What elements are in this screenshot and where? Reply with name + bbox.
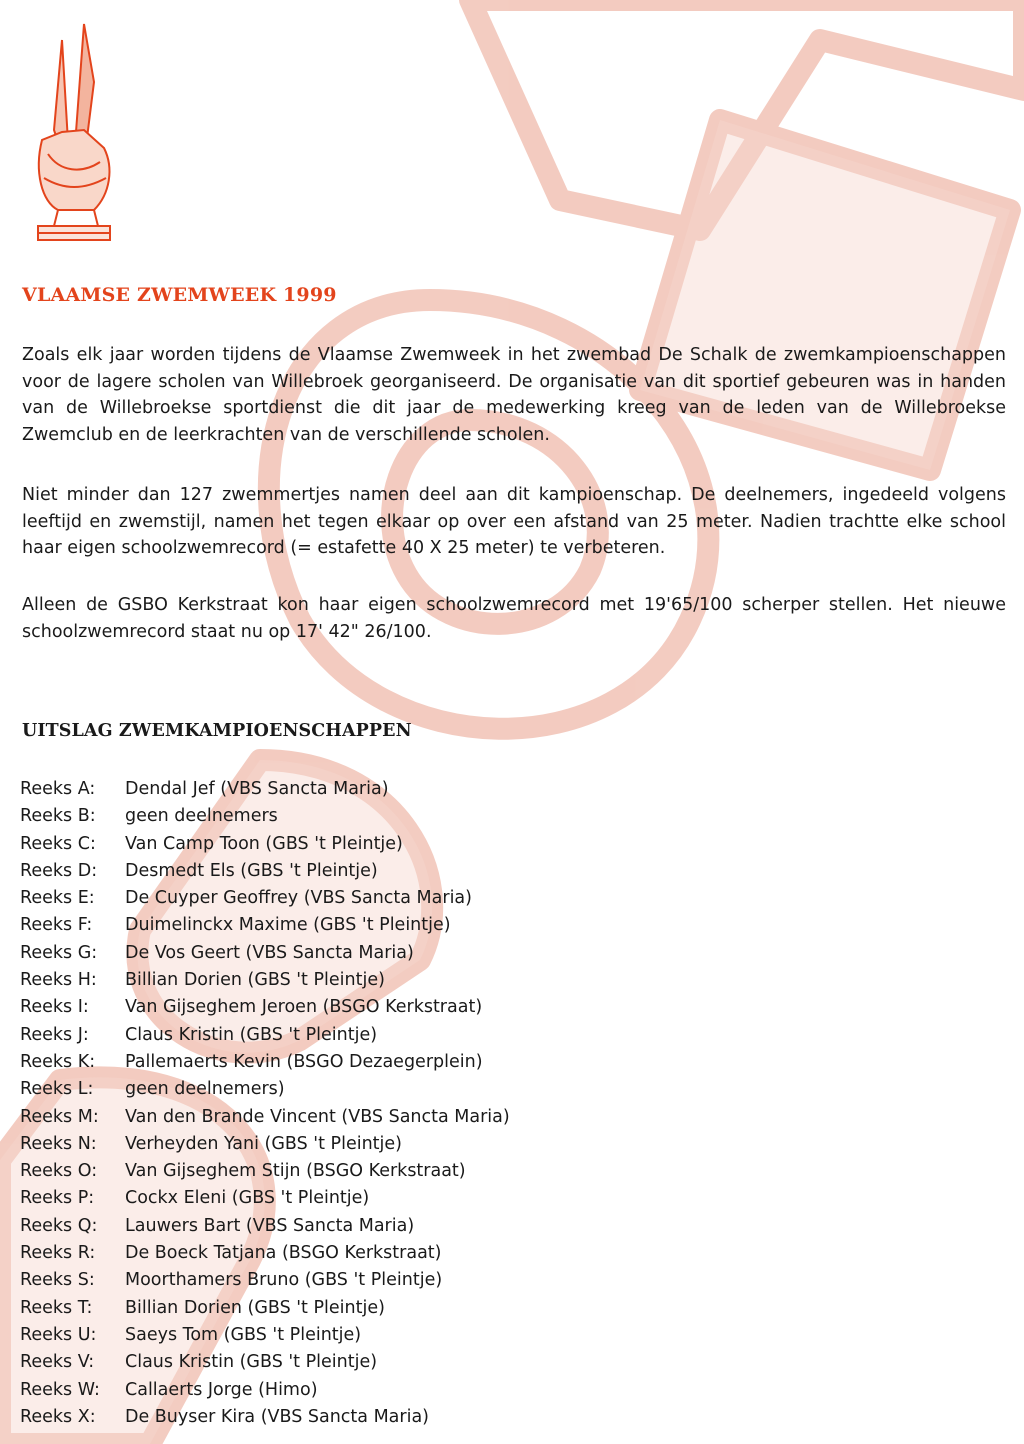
winner-name: Pallemaerts Kevin (BSGO Dezaegerplein) [125, 1051, 483, 1072]
winner-name: Lauwers Bart (VBS Sancta Maria) [125, 1215, 415, 1236]
reeks-label: Reeks S: [20, 1270, 95, 1291]
winner-name: De Boeck Tatjana (BSGO Kerkstraat) [125, 1243, 442, 1264]
reeks-label: Reeks C: [20, 833, 96, 854]
list-item [20, 831, 510, 858]
winner-name: Saeys Tom (GBS 't Pleintje) [125, 1324, 362, 1345]
winner-name: Billian Dorien (GBS 't Pleintje) [125, 1297, 385, 1318]
list-item [20, 1022, 510, 1049]
list-item [20, 858, 510, 885]
winner-name: Duimelinckx Maxime (GBS 't Pleintje) [125, 915, 451, 936]
winner-name: Claus Kristin (GBS 't Pleintje) [125, 1024, 378, 1045]
record-paragraph: Alleen de GSBO Kerkstraat kon haar eigen schoolzwemrecord met 19'65/100 scherper stellen. Het nieuwe schoolzwemrecord staat nu op 17' 42" 26/100. [22, 595, 1006, 642]
reeks-label: Reeks D: [20, 860, 98, 881]
list-item [20, 885, 510, 912]
reeks-label: Reeks P: [20, 1188, 95, 1209]
winner-name: Dendal Jef (VBS Sancta Maria) [125, 779, 389, 799]
winner-name: Callaerts Jorge (Himo) [125, 1379, 318, 1400]
reeks-label: Reeks E: [20, 888, 95, 909]
winner-name: Van Gijseghem Stijn (BSGO Kerkstraat) [125, 1161, 466, 1182]
list-item [20, 912, 510, 939]
intro-paragraph: Zoals elk jaar worden tijdens de Vlaamse Zwemweek in het zwembad De Schalk de zwemkampioenschappen voor de lagere scholen van Willebroek georganiseerd. De organisatie van dit sportief gebeuren was in handen van de Willebroekse sportdienst die dit jaar de medewerking kreeg van de leden van de Willebroekse Zwemclub en de leerkrachten van de verschillende scholen. [22, 345, 1006, 445]
reeks-label: Reeks O: [20, 1161, 98, 1182]
reeks-label: Reeks F: [20, 915, 93, 936]
results-heading: UITSLAG ZWEMKAMPIOENSCHAPPEN [22, 721, 412, 741]
winner-name: Verheyden Yani (GBS 't Pleintje) [125, 1133, 402, 1154]
reeks-label: Reeks B: [20, 806, 96, 827]
list-item [20, 967, 510, 994]
reeks-label: Reeks K: [20, 1051, 96, 1072]
winner-name: Moorthamers Bruno (GBS 't Pleintje) [125, 1270, 443, 1291]
reeks-label: Reeks W: [20, 1379, 100, 1400]
page-title: VLAAMSE ZWEMWEEK 1999 [22, 284, 337, 306]
list-item [20, 940, 510, 967]
winner-name: De Cuyper Geoffrey (VBS Sancta Maria) [125, 888, 472, 909]
reeks-label: Reeks I: [20, 997, 89, 1018]
winner-name: Cockx Eleni (GBS 't Pleintje) [125, 1188, 370, 1209]
results-list [20, 776, 510, 1431]
list-item [20, 1213, 510, 1240]
reeks-label: Reeks L: [20, 1079, 94, 1100]
list-item [20, 1158, 510, 1185]
reeks-label: Reeks N: [20, 1133, 97, 1154]
reeks-label: Reeks X: [20, 1406, 96, 1427]
reeks-label: Reeks M: [20, 1106, 99, 1127]
winner-name: Claus Kristin (GBS 't Pleintje) [125, 1352, 378, 1373]
reeks-label: Reeks Q: [20, 1215, 98, 1236]
reeks-label: Reeks T: [20, 1297, 93, 1318]
winner-name: De Buyser Kira (VBS Sancta Maria) [125, 1406, 430, 1427]
reeks-label: Reeks R: [20, 1243, 96, 1264]
list-item [20, 1076, 510, 1103]
list-item [20, 1131, 510, 1158]
reeks-label: Reeks G: [20, 942, 98, 963]
list-item [20, 776, 510, 803]
list-item [20, 1377, 510, 1404]
winner-name: Van Camp Toon (GBS 't Pleintje) [125, 833, 403, 854]
list-item [20, 1404, 510, 1431]
trophy-sculpture-icon [24, 22, 116, 248]
reeks-label: Reeks J: [20, 1024, 89, 1045]
list-item [20, 1049, 510, 1076]
winner-name: Billian Dorien (GBS 't Pleintje) [125, 970, 385, 991]
winner-name: Van den Brande Vincent (VBS Sancta Maria) [125, 1106, 510, 1127]
winner-name: geen deelnemers) [125, 1079, 285, 1100]
winner-name: De Vos Geert (VBS Sancta Maria) [125, 942, 414, 963]
list-item [20, 1240, 510, 1267]
list-item [20, 994, 510, 1021]
list-item [20, 1267, 510, 1294]
reeks-label: Reeks A: [20, 779, 96, 799]
list-item [20, 1185, 510, 1212]
participants-paragraph: Niet minder dan 127 zwemmertjes namen deel aan dit kampioenschap. De deelnemers, ingedeeld volgens leeftijd en zwemstijl, namen het tegen elkaar op over een afstand van 25 meter. Nadien trachtte elke school haar eigen schoolzwemrecord (= estafette 40 X 25 meter) te verbeteren. [22, 485, 1006, 558]
reeks-label: Reeks V: [20, 1352, 95, 1373]
list-item [20, 1349, 510, 1376]
list-item [20, 803, 510, 830]
list-item [20, 1104, 510, 1131]
winner-name: Desmedt Els (GBS 't Pleintje) [125, 860, 378, 881]
winner-name: Van Gijseghem Jeroen (BSGO Kerkstraat) [125, 997, 483, 1018]
winner-name: geen deelnemers [125, 806, 278, 827]
list-item [20, 1322, 510, 1349]
reeks-label: Reeks H: [20, 970, 97, 991]
list-item [20, 1295, 510, 1322]
reeks-label: Reeks U: [20, 1324, 97, 1345]
